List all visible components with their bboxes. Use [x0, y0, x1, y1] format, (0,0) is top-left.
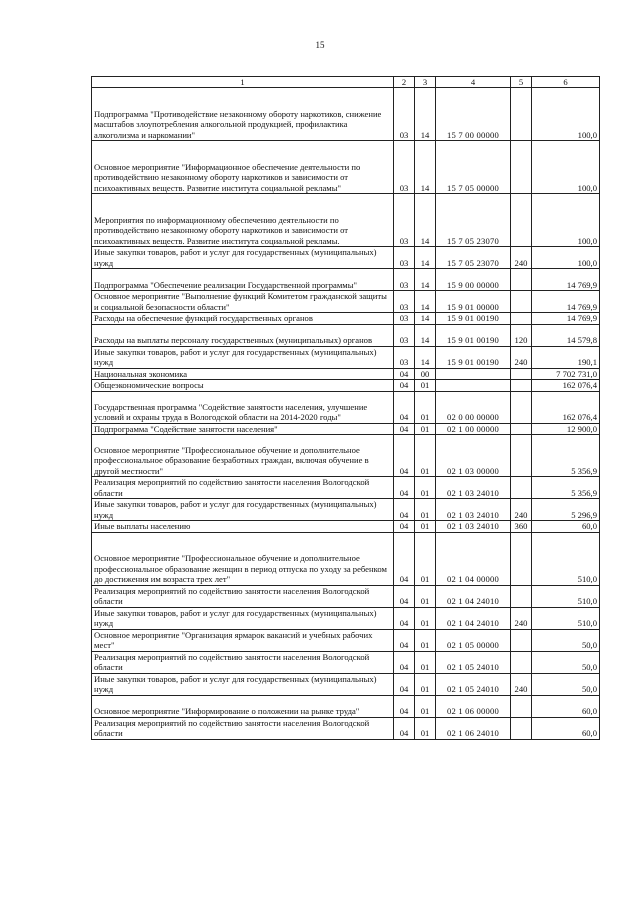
subsection-cell: 14 — [415, 324, 436, 346]
expense-type-cell: 120 — [511, 324, 532, 346]
subsection-cell: 01 — [415, 629, 436, 651]
subsection-cell: 01 — [415, 477, 436, 499]
expense-type-cell — [511, 391, 532, 423]
expense-type-cell: 240 — [511, 247, 532, 269]
target-article-cell — [436, 368, 511, 380]
table-row — [92, 651, 600, 673]
subsection-cell: 14 — [415, 194, 436, 247]
table-row — [92, 380, 600, 392]
subsection-cell: 01 — [415, 391, 436, 423]
section-cell: 04 — [394, 521, 415, 533]
subsection-cell: 01 — [415, 695, 436, 717]
target-article-cell: 02 1 06 24010 — [436, 717, 511, 739]
target-article-cell: 15 7 05 23070 — [436, 194, 511, 247]
amount-cell: 50,0 — [532, 629, 600, 651]
row-name-cell: Подпрограмма "Противодействие незаконному обороту наркотиков, снижение масштабов злоупотребления алкогольной продукцией, профилактика алкоголизма и наркомании" — [92, 88, 394, 141]
section-cell: 04 — [394, 673, 415, 695]
expense-type-cell: 240 — [511, 499, 532, 521]
table-row — [92, 368, 600, 380]
subsection-cell: 01 — [415, 423, 436, 435]
target-article-cell: 15 7 00 00000 — [436, 88, 511, 141]
table-row — [92, 391, 600, 423]
amount-cell: 510,0 — [532, 585, 600, 607]
expense-type-cell — [511, 435, 532, 477]
row-name-cell: Иные закупки товаров, работ и услуг для государственных (муниципальных) нужд — [92, 346, 394, 368]
row-name-cell: Общеэкономические вопросы — [92, 380, 394, 392]
table-row — [92, 607, 600, 629]
row-name-cell: Подпрограмма "Содействие занятости населения" — [92, 423, 394, 435]
section-cell: 03 — [394, 194, 415, 247]
target-article-cell: 02 1 03 24010 — [436, 521, 511, 533]
expense-type-cell — [511, 423, 532, 435]
page-number: 15 — [315, 40, 325, 50]
target-article-cell: 15 7 05 00000 — [436, 141, 511, 194]
target-article-cell: 15 9 00 00000 — [436, 269, 511, 291]
header-cell-2: 2 — [394, 77, 415, 88]
amount-cell: 510,0 — [532, 607, 600, 629]
table-row — [92, 499, 600, 521]
expense-type-cell — [511, 585, 532, 607]
row-name-cell: Основное мероприятие "Профессиональное обучение и дополнительное профессиональное образование безработных граждан, включая обучение в другой местности" — [92, 435, 394, 477]
expense-type-cell — [511, 368, 532, 380]
amount-cell: 60,0 — [532, 695, 600, 717]
amount-cell: 50,0 — [532, 651, 600, 673]
amount-cell: 162 076,4 — [532, 380, 600, 392]
section-cell: 04 — [394, 435, 415, 477]
table-row — [92, 695, 600, 717]
table-row — [92, 313, 600, 325]
expense-type-cell — [511, 532, 532, 585]
section-cell: 04 — [394, 380, 415, 392]
section-cell: 03 — [394, 324, 415, 346]
expense-type-cell — [511, 629, 532, 651]
section-cell: 04 — [394, 607, 415, 629]
row-name-cell: Иные закупки товаров, работ и услуг для государственных (муниципальных) нужд — [92, 673, 394, 695]
section-cell: 04 — [394, 391, 415, 423]
section-cell: 03 — [394, 269, 415, 291]
table-row — [92, 194, 600, 247]
subsection-cell: 01 — [415, 532, 436, 585]
subsection-cell: 01 — [415, 607, 436, 629]
subsection-cell: 14 — [415, 313, 436, 325]
table-header-row — [92, 77, 600, 88]
target-article-cell: 02 1 04 24010 — [436, 607, 511, 629]
budget-table — [91, 76, 600, 740]
amount-cell: 5 296,9 — [532, 499, 600, 521]
section-cell: 04 — [394, 477, 415, 499]
table-row — [92, 477, 600, 499]
target-article-cell: 02 1 05 00000 — [436, 629, 511, 651]
table-row — [92, 532, 600, 585]
section-cell: 03 — [394, 291, 415, 313]
expense-type-cell: 240 — [511, 346, 532, 368]
row-name-cell: Основное мероприятие "Организация ярмарок вакансий и учебных рабочих мест" — [92, 629, 394, 651]
section-cell: 03 — [394, 313, 415, 325]
expense-type-cell: 240 — [511, 607, 532, 629]
expense-type-cell — [511, 380, 532, 392]
amount-cell: 12 900,0 — [532, 423, 600, 435]
table-row — [92, 673, 600, 695]
section-cell: 04 — [394, 423, 415, 435]
table-row — [92, 423, 600, 435]
expense-type-cell — [511, 477, 532, 499]
section-cell: 04 — [394, 629, 415, 651]
amount-cell: 14 769,9 — [532, 313, 600, 325]
target-article-cell: 02 1 06 00000 — [436, 695, 511, 717]
target-article-cell: 15 9 01 00000 — [436, 291, 511, 313]
section-cell: 04 — [394, 651, 415, 673]
section-cell: 04 — [394, 585, 415, 607]
amount-cell: 100,0 — [532, 247, 600, 269]
expense-type-cell: 360 — [511, 521, 532, 533]
amount-cell: 162 076,4 — [532, 391, 600, 423]
table-row — [92, 521, 600, 533]
section-cell: 03 — [394, 141, 415, 194]
expense-type-cell: 240 — [511, 673, 532, 695]
table-row — [92, 88, 600, 141]
target-article-cell: 02 1 05 24010 — [436, 651, 511, 673]
target-article-cell: 02 0 00 00000 — [436, 391, 511, 423]
table-row — [92, 141, 600, 194]
budget-table-body — [92, 77, 600, 740]
row-name-cell: Иные закупки товаров, работ и услуг для государственных (муниципальных) нужд — [92, 499, 394, 521]
row-name-cell: Расходы на обеспечение функций государственных органов — [92, 313, 394, 325]
table-row — [92, 324, 600, 346]
row-name-cell: Основное мероприятие "Профессиональное обучение и дополнительное профессиональное образование женщин в период отпуска по уходу за ребенком до достижения им возраста трех лет" — [92, 532, 394, 585]
header-cell-1: 1 — [92, 77, 394, 88]
target-article-cell: 02 1 04 00000 — [436, 532, 511, 585]
row-name-cell: Мероприятия по информационному обеспечению деятельности по противодействию незаконному обороту наркотиков и зависимости от психоактивных веществ. Развитие института социальной рекламы. — [92, 194, 394, 247]
subsection-cell: 01 — [415, 435, 436, 477]
subsection-cell: 01 — [415, 651, 436, 673]
table-row — [92, 269, 600, 291]
table-row — [92, 346, 600, 368]
target-article-cell: 15 9 01 00190 — [436, 324, 511, 346]
row-name-cell: Национальная экономика — [92, 368, 394, 380]
expense-type-cell — [511, 88, 532, 141]
amount-cell: 5 356,9 — [532, 435, 600, 477]
amount-cell: 14 769,9 — [532, 291, 600, 313]
subsection-cell: 14 — [415, 291, 436, 313]
row-name-cell: Реализация мероприятий по содействию занятости населения Вологодской области — [92, 651, 394, 673]
subsection-cell: 01 — [415, 585, 436, 607]
row-name-cell: Реализация мероприятий по содействию занятости населения Вологодской области — [92, 477, 394, 499]
table-row — [92, 585, 600, 607]
subsection-cell: 14 — [415, 141, 436, 194]
row-name-cell: Иные закупки товаров, работ и услуг для государственных (муниципальных) нужд — [92, 607, 394, 629]
row-name-cell: Реализация мероприятий по содействию занятости населения Вологодской области — [92, 585, 394, 607]
table-row — [92, 629, 600, 651]
target-article-cell: 15 7 05 23070 — [436, 247, 511, 269]
section-cell: 03 — [394, 346, 415, 368]
amount-cell: 14 579,8 — [532, 324, 600, 346]
subsection-cell: 01 — [415, 673, 436, 695]
row-name-cell: Основное мероприятие "Информационное обеспечение деятельности по противодействию незаконному обороту наркотиков и зависимости от психоактивных веществ. Развитие института социальной рекламы" — [92, 141, 394, 194]
section-cell: 04 — [394, 695, 415, 717]
amount-cell: 190,1 — [532, 346, 600, 368]
row-name-cell: Иные выплаты населению — [92, 521, 394, 533]
row-name-cell: Основное мероприятие "Информирование о положении на рынке труда" — [92, 695, 394, 717]
subsection-cell: 14 — [415, 346, 436, 368]
header-cell-6: 6 — [532, 77, 600, 88]
target-article-cell: 02 1 04 24010 — [436, 585, 511, 607]
header-cell-4: 4 — [436, 77, 511, 88]
expense-type-cell — [511, 695, 532, 717]
expense-type-cell — [511, 291, 532, 313]
amount-cell: 50,0 — [532, 673, 600, 695]
row-name-cell: Государственная программа "Содействие занятости населения, улучшение условий и охраны труда в Вологодской области на 2014-2020 годы" — [92, 391, 394, 423]
target-article-cell: 15 9 01 00190 — [436, 313, 511, 325]
table-row — [92, 435, 600, 477]
subsection-cell: 14 — [415, 269, 436, 291]
target-article-cell: 02 1 05 24010 — [436, 673, 511, 695]
section-cell: 04 — [394, 499, 415, 521]
expense-type-cell — [511, 141, 532, 194]
table-row — [92, 717, 600, 739]
header-cell-5: 5 — [511, 77, 532, 88]
subsection-cell: 14 — [415, 247, 436, 269]
expense-type-cell — [511, 651, 532, 673]
amount-cell: 510,0 — [532, 532, 600, 585]
table-row — [92, 291, 600, 313]
subsection-cell: 01 — [415, 717, 436, 739]
subsection-cell: 01 — [415, 521, 436, 533]
expense-type-cell — [511, 717, 532, 739]
amount-cell: 100,0 — [532, 88, 600, 141]
target-article-cell: 15 9 01 00190 — [436, 346, 511, 368]
section-cell: 04 — [394, 532, 415, 585]
subsection-cell: 00 — [415, 368, 436, 380]
header-cell-3: 3 — [415, 77, 436, 88]
row-name-cell: Иные закупки товаров, работ и услуг для государственных (муниципальных) нужд — [92, 247, 394, 269]
amount-cell: 60,0 — [532, 521, 600, 533]
target-article-cell: 02 1 03 00000 — [436, 435, 511, 477]
table-row — [92, 247, 600, 269]
subsection-cell: 01 — [415, 499, 436, 521]
row-name-cell: Реализация мероприятий по содействию занятости населения Вологодской области — [92, 717, 394, 739]
expense-type-cell — [511, 194, 532, 247]
row-name-cell: Подпрограмма "Обеспечение реализации Государственной программы" — [92, 269, 394, 291]
amount-cell: 100,0 — [532, 141, 600, 194]
subsection-cell: 01 — [415, 380, 436, 392]
section-cell: 04 — [394, 717, 415, 739]
amount-cell: 100,0 — [532, 194, 600, 247]
amount-cell: 5 356,9 — [532, 477, 600, 499]
amount-cell: 60,0 — [532, 717, 600, 739]
amount-cell: 14 769,9 — [532, 269, 600, 291]
target-article-cell: 02 1 03 24010 — [436, 499, 511, 521]
target-article-cell: 02 1 03 24010 — [436, 477, 511, 499]
target-article-cell: 02 1 00 00000 — [436, 423, 511, 435]
expense-type-cell — [511, 269, 532, 291]
section-cell: 03 — [394, 247, 415, 269]
row-name-cell: Расходы на выплаты персоналу государственных (муниципальных) органов — [92, 324, 394, 346]
target-article-cell — [436, 380, 511, 392]
row-name-cell: Основное мероприятие "Выполнение функций Комитетом гражданской защиты и социальной безопасности области" — [92, 291, 394, 313]
expense-type-cell — [511, 313, 532, 325]
section-cell: 04 — [394, 368, 415, 380]
amount-cell: 7 702 731,0 — [532, 368, 600, 380]
subsection-cell: 14 — [415, 88, 436, 141]
section-cell: 03 — [394, 88, 415, 141]
